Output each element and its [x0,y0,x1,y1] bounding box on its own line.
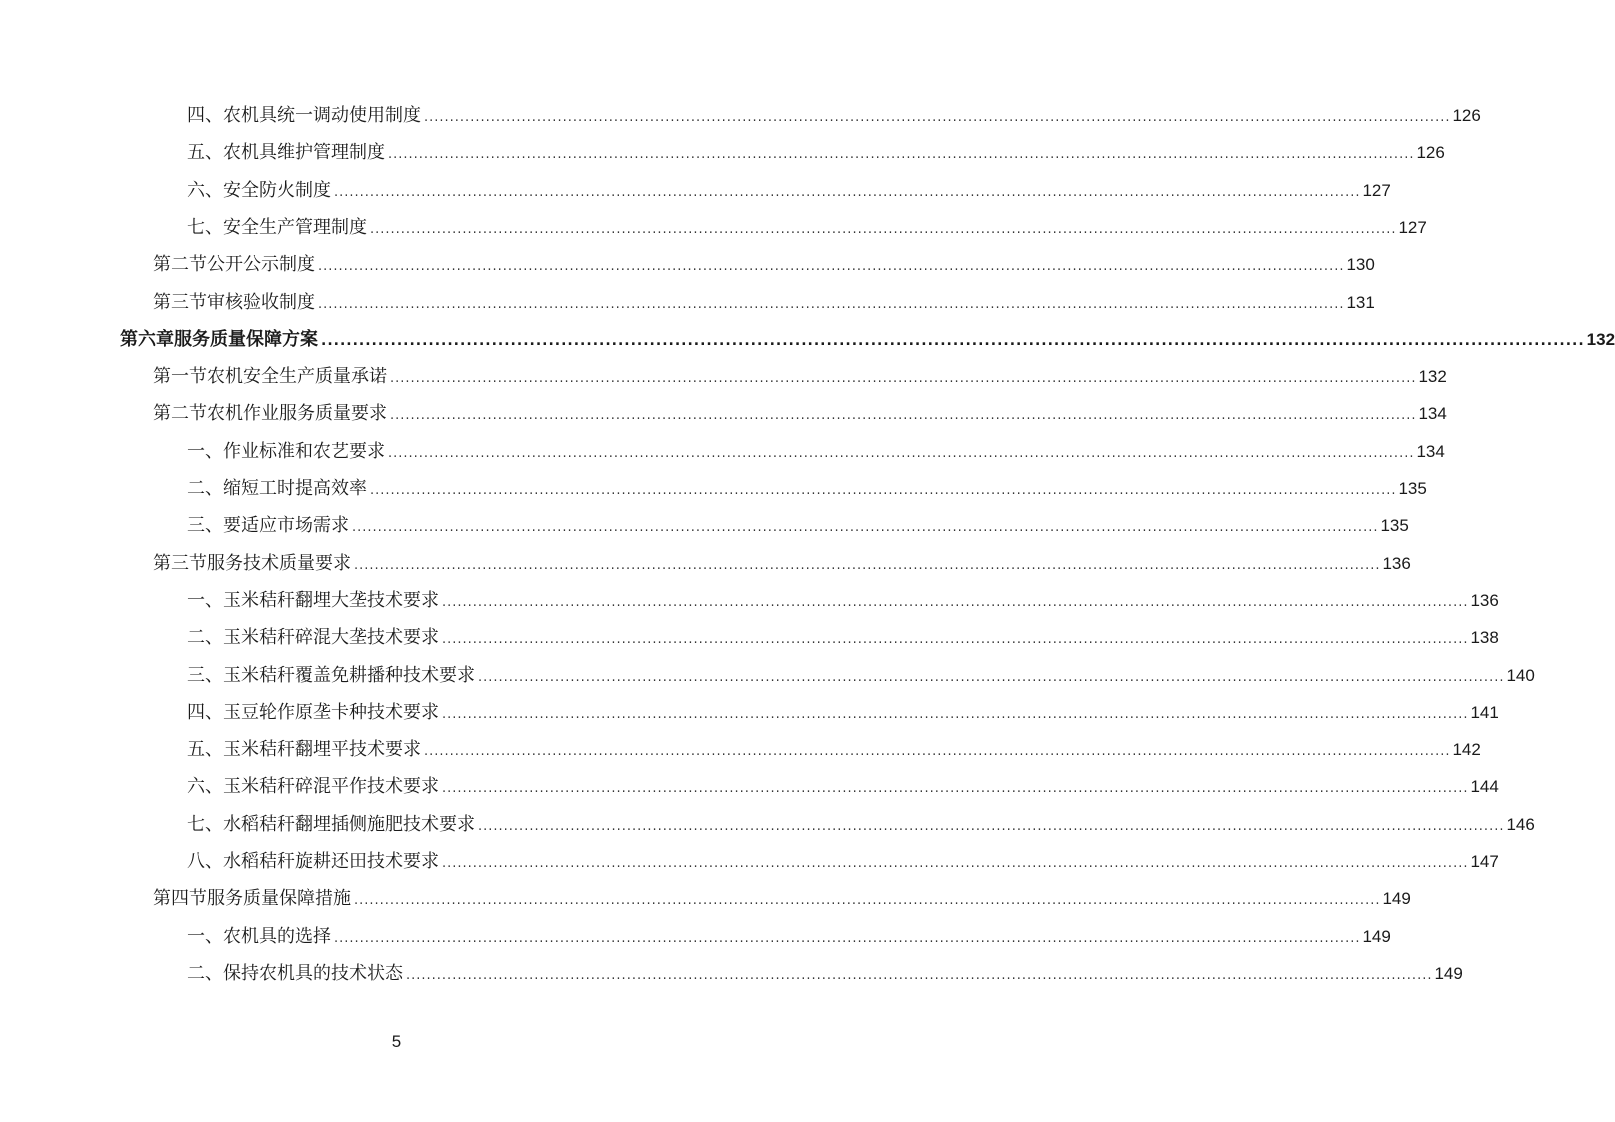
toc-entry-page-number: 142 [1452,740,1481,760]
toc-section-entry[interactable] [153,250,1375,280]
toc-entry-label: 第三节 [153,291,207,313]
toc-section-entry[interactable] [153,884,1411,914]
toc-dot-leader: ........................................................................................................................................................................................................ [318,296,1345,312]
toc-entry-label: 六、 [187,776,223,798]
toc-entry-page-number: 149 [1382,889,1411,909]
toc-entry-label: 一、 [187,925,223,947]
toc-entry-label: 二、 [187,962,223,984]
toc-entry-label: 四、 [187,701,223,723]
toc-entry-page-number: 127 [1362,180,1391,200]
toc-entry-title: 玉豆轮作原垄卡种技术要求 [223,701,439,723]
toc-subsection-entry[interactable] [187,213,1427,243]
toc-dot-leader: ........................................................................................................................................................................................................ [478,818,1505,834]
toc-subsection-entry[interactable] [187,511,1409,541]
toc-dot-leader: ........................................................................................................................................................................................................ [424,744,1451,760]
toc-chapter-entry[interactable] [120,325,1615,355]
toc-subsection-entry[interactable] [187,474,1427,504]
toc-entry-page-number: 138 [1470,628,1499,648]
toc-entry-label: 第二节 [153,403,207,425]
toc-subsection-entry[interactable] [187,176,1391,206]
toc-dot-leader: ........................................................................................................................................................................................................ [388,147,1415,163]
toc-subsection-entry[interactable] [187,922,1391,952]
toc-entry-page-number: 147 [1470,852,1499,871]
toc-subsection-entry[interactable] [187,586,1499,616]
toc-entry-title: 水稻秸秆翻埋插侧施肥技术要求 [223,813,475,835]
toc-entry-page-number: 134 [1418,404,1447,424]
toc-entry-page-number: 149 [1362,926,1391,946]
toc-entry-label: 六、 [187,179,223,201]
toc-entry-page-number: 149 [1434,963,1463,983]
toc-subsection-entry[interactable] [187,847,1499,877]
toc-entry-page-number: 135 [1398,479,1427,498]
toc-entry-title: 缩短工时提高效率 [223,478,367,499]
toc-dot-leader: ........................................................................................................................................................................................................ [388,445,1415,461]
toc-dot-leader: ........................................................................................................................................................................................................ [318,259,1345,275]
toc-section-entry[interactable] [153,362,1447,392]
toc-entry-title: 公开公示制度 [207,254,315,276]
toc-entry-title: 审核验收制度 [207,291,315,313]
toc-entry-title: 服务质量保障措施 [207,888,351,910]
toc-entry-page-number: 131 [1346,292,1375,312]
toc-entry-title: 保持农机具的技术状态 [223,962,403,984]
toc-entry-title: 安全生产管理制度 [223,216,367,238]
toc-subsection-entry[interactable] [187,623,1499,653]
toc-entry-title: 农机具的选择 [223,925,331,947]
toc-entry-title: 农机具维护管理制度 [223,142,385,164]
toc-dot-leader: ........................................................................................................................................................................................................ [442,781,1469,797]
toc-entry-title: 农机安全生产质量承诺 [207,366,387,388]
toc-dot-leader: ........................................................................................................................................................................................................ [334,930,1361,946]
toc-entry-title: 安全防火制度 [223,179,331,201]
toc-subsection-entry[interactable] [187,101,1481,131]
toc-entry-title: 服务质量保障方案 [174,328,318,350]
toc-entry-label: 八、 [187,851,223,872]
toc-dot-leader: ........................................................................................................................................................................................................ [442,632,1469,648]
toc-entry-page-number: 136 [1382,553,1411,573]
toc-entry-label: 一、 [187,440,223,462]
toc-dot-leader: ........................................................................................................................................................................................................ [354,557,1381,573]
toc-dot-leader: ........................................................................................................................................................................................................ [478,669,1505,685]
toc-section-entry[interactable] [153,288,1375,318]
toc-entry-title: 水稻秸秆旋耕还田技术要求 [223,851,439,872]
toc-entry-page-number: 134 [1416,441,1445,461]
toc-dot-leader: ........................................................................................................................................................................................................ [334,184,1361,200]
toc-subsection-entry[interactable] [187,959,1463,989]
toc-dot-leader: ........................................................................................................................................................................................................ [442,856,1469,871]
toc-entry-page-number: 132 [1418,367,1447,387]
toc-dot-leader: ........................................................................................................................................................................................................ [424,110,1451,125]
toc-entry-label: 第六章 [120,328,174,350]
toc-entry-page-number: 126 [1452,106,1481,125]
toc-entry-label: 第一节 [153,366,207,388]
toc-entry-label: 四、 [187,105,223,126]
toc-entry-label: 五、 [187,739,223,761]
toc-dot-leader: ........................................................................................................................................................................................................ [390,371,1417,387]
toc-dot-leader: ........................................................................................................................................................................................................ [354,893,1381,909]
toc-entry-page-number: 146 [1506,814,1535,834]
toc-entry-title: 作业标准和农艺要求 [223,440,385,462]
toc-subsection-entry[interactable] [187,138,1445,168]
toc-entry-page-number: 141 [1470,702,1499,722]
toc-entry-label: 第三节 [153,552,207,574]
toc-subsection-entry[interactable] [187,661,1535,691]
toc-entry-label: 一、 [187,589,223,611]
toc-entry-title: 玉米秸秆翻埋大垄技术要求 [223,589,439,611]
toc-entry-title: 玉米秸秆碎混大垄技术要求 [223,627,439,649]
toc-entry-page-number: 140 [1506,665,1535,685]
toc-entry-label: 第四节 [153,888,207,910]
toc-subsection-entry[interactable] [187,698,1499,728]
toc-entry-page-number: 135 [1380,516,1409,536]
toc-dot-leader: ........................................................................................................................................................................................................ [406,967,1433,983]
toc-entry-title: 玉米秸秆覆盖免耕播种技术要求 [223,664,475,686]
toc-entry-page-number: 126 [1416,143,1445,163]
toc-subsection-entry[interactable] [187,437,1445,467]
toc-subsection-entry[interactable] [187,735,1481,765]
toc-entry-label: 三、 [187,664,223,686]
toc-section-entry[interactable] [153,549,1411,579]
toc-entry-label: 二、 [187,627,223,649]
toc-entry-title: 农机具统一调动使用制度 [223,105,421,126]
toc-entry-label: 第二节 [153,254,207,276]
page-number: 5 [391,1032,402,1051]
toc-entry-page-number: 136 [1470,590,1499,610]
toc-entry-label: 五、 [187,142,223,164]
toc-entry-title: 服务技术质量要求 [207,552,351,574]
toc-entry-title: 农机作业服务质量要求 [207,403,387,425]
toc-entry-page-number: 132 [1586,329,1615,349]
toc-entry-page-number: 127 [1398,217,1427,237]
toc-entry-label: 七、 [187,216,223,238]
toc-entry-title: 要适应市场需求 [223,515,349,537]
toc-subsection-entry[interactable] [187,810,1535,840]
toc-entry-page-number: 144 [1470,777,1499,797]
toc-section-entry[interactable] [153,399,1447,429]
toc-entry-title: 玉米秸秆碎混平作技术要求 [223,776,439,798]
toc-dot-leader: ........................................................................................................................................................................................................ [370,483,1397,498]
toc-entry-label: 三、 [187,515,223,537]
toc-entry-label: 二、 [187,478,223,499]
toc-dot-leader: ........................................................................................................................................................................................................ [442,706,1469,722]
toc-entry-page-number: 130 [1346,255,1375,275]
toc-entry-label: 七、 [187,813,223,835]
toc-dot-leader: ........................................................................................................................................................................................................ [321,332,1585,349]
toc-dot-leader: ........................................................................................................................................................................................................ [370,221,1397,237]
toc-dot-leader: ........................................................................................................................................................................................................ [442,594,1469,610]
toc-dot-leader: ........................................................................................................................................................................................................ [352,520,1379,536]
toc-subsection-entry[interactable] [187,772,1499,802]
toc-entry-title: 玉米秸秆翻埋平技术要求 [223,739,421,761]
toc-dot-leader: ........................................................................................................................................................................................................ [390,408,1417,424]
